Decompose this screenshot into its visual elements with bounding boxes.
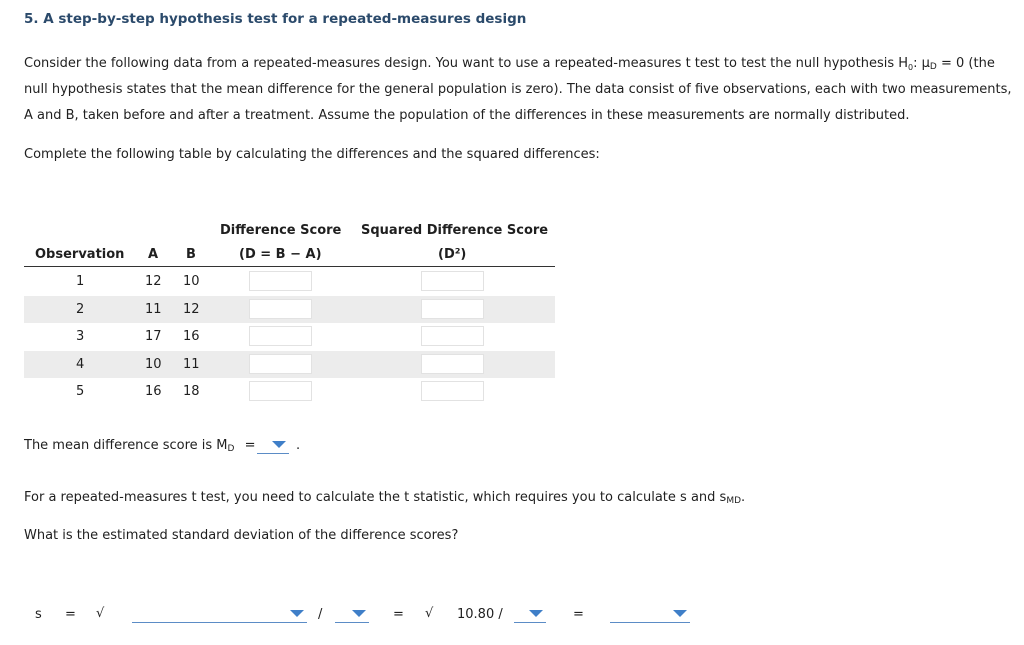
intro-text-c: = 0 (the (936, 56, 995, 71)
table-row (24, 323, 555, 350)
a-cell: 16 (145, 384, 162, 399)
b-cell: 11 (183, 357, 200, 372)
intro-line-3: A and B, taken before and after a treatment. Assume the population of the differences in these measurements are normally distributed. (24, 108, 910, 123)
tstat-line (24, 490, 745, 506)
chevron-down-icon[interactable] (272, 441, 286, 448)
mu-subscript: D (929, 62, 937, 72)
intro-line-1 (24, 56, 995, 72)
sd-question: What is the estimated standard deviation of the difference scores? (24, 528, 459, 543)
slash-1: / (318, 607, 323, 622)
sqrt-icon: √ (96, 606, 105, 621)
chevron-down-icon[interactable] (290, 610, 304, 617)
mean-period: . (296, 438, 301, 453)
obs-cell: 4 (76, 357, 85, 372)
header-observation: Observation (35, 247, 125, 262)
sq-diff-input[interactable] (421, 271, 484, 291)
obs-cell: 1 (76, 274, 85, 289)
mean-diff-line (24, 438, 255, 454)
h-subscript: 0 (908, 63, 914, 72)
chevron-down-icon[interactable] (673, 610, 687, 617)
mean-diff-dropdown[interactable] (257, 437, 289, 454)
b-cell: 18 (183, 384, 200, 399)
s-symbol: s (35, 607, 42, 622)
b-cell: 12 (183, 302, 200, 317)
header-diff-top: Difference Score (220, 223, 342, 238)
mean-label: The mean difference score is M (24, 438, 228, 453)
obs-cell: 2 (76, 302, 85, 317)
intro-text-b: : μ (913, 56, 930, 71)
sq-diff-input[interactable] (421, 381, 484, 401)
sqrt-icon-2: √ (425, 606, 434, 621)
df-dropdown[interactable] (335, 606, 369, 623)
obs-cell: 3 (76, 329, 85, 344)
header-sq-bottom: (D²) (438, 247, 467, 262)
header-sq-top: Squared Difference Score (361, 223, 549, 238)
obs-cell: 5 (76, 384, 85, 399)
sq-diff-input[interactable] (421, 326, 484, 346)
header-b: B (186, 247, 196, 262)
a-cell: 11 (145, 302, 162, 317)
equals-2: = (393, 607, 404, 622)
table-row (24, 351, 555, 378)
equals-3: = (573, 607, 584, 622)
b-cell: 10 (183, 274, 200, 289)
ss-dropdown[interactable] (132, 606, 307, 623)
diff-input[interactable] (249, 354, 312, 374)
mean-subscript: D (227, 444, 235, 454)
a-cell: 17 (145, 329, 162, 344)
sd-result-dropdown[interactable] (610, 606, 690, 623)
intro-text-a: Consider the following data from a repeated-measures design. You want to use a repeated-measures t test to test the null hypothesis H (24, 56, 909, 71)
mean-equals: = (244, 438, 256, 453)
header-a: A (148, 247, 159, 262)
table-instruction: Complete the following table by calculating the differences and the squared differences: (24, 147, 600, 162)
intro-line-2: null hypothesis states that the mean difference for the general population is zero). The data consist of five observations, each with two measurements, (24, 82, 1012, 97)
a-cell: 12 (145, 274, 162, 289)
tstat-text: For a repeated-measures t test, you need to calculate the t statistic, which requires you to calculate s and s (24, 490, 727, 505)
equals-1: = (65, 607, 76, 622)
b-cell: 16 (183, 329, 200, 344)
smd-subscript: MD (726, 496, 742, 506)
page-title: 5. A step-by-step hypothesis test for a repeated-measures design (24, 11, 527, 27)
a-cell: 10 (145, 357, 162, 372)
table-row (24, 268, 555, 295)
ss-value: 10.80 / (457, 607, 503, 622)
diff-input[interactable] (249, 326, 312, 346)
header-diff-bottom: (D = B − A) (239, 247, 322, 262)
diff-input[interactable] (249, 271, 312, 291)
df-dropdown-2[interactable] (514, 606, 546, 623)
table-row (24, 378, 555, 405)
chevron-down-icon[interactable] (352, 610, 366, 617)
sq-diff-input[interactable] (421, 354, 484, 374)
tstat-period: . (741, 490, 746, 505)
table-header-rule (24, 266, 555, 267)
chevron-down-icon[interactable] (529, 610, 543, 617)
diff-input[interactable] (249, 299, 312, 319)
table-row (24, 296, 555, 323)
diff-input[interactable] (249, 381, 312, 401)
sq-diff-input[interactable] (421, 299, 484, 319)
